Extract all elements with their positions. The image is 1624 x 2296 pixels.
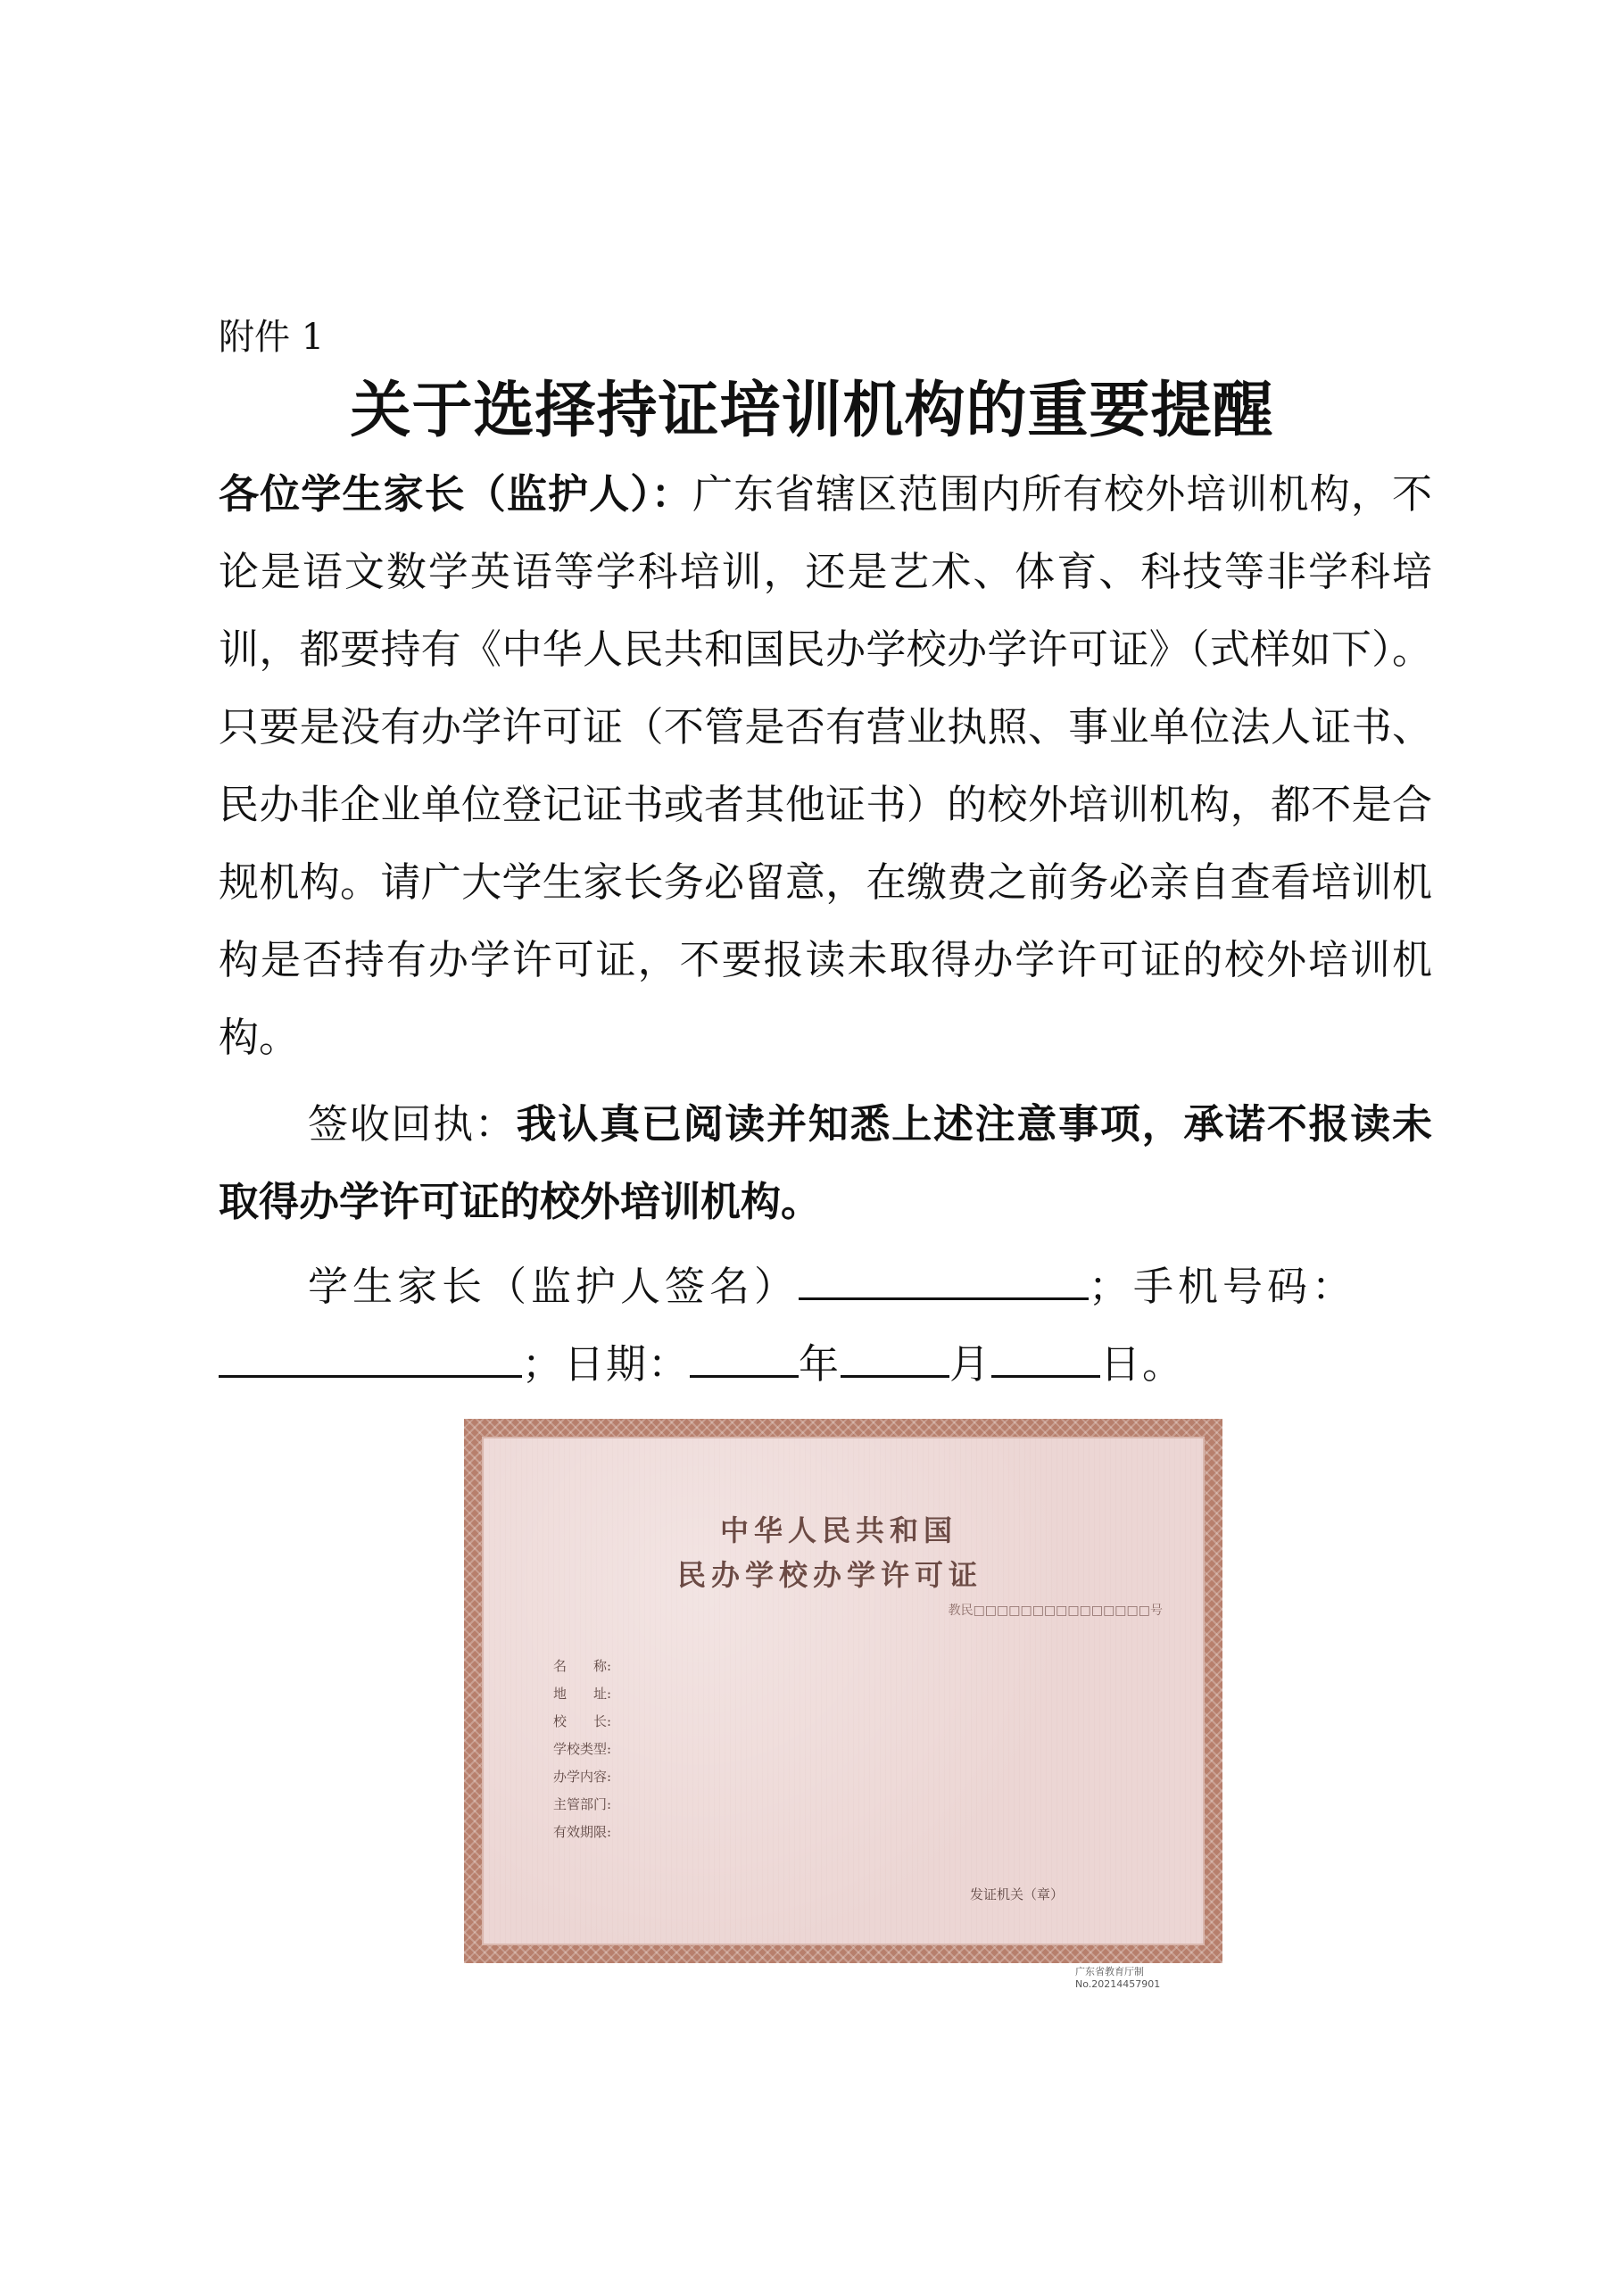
license-sample-inner — [482, 1437, 1205, 1945]
license-title-line1: 中华人民共和国 — [719, 1513, 957, 1547]
phone-label: ；手机号码： — [1089, 1263, 1357, 1310]
year-blank[interactable] — [690, 1339, 799, 1378]
license-field: 主管部门: — [553, 1796, 612, 1812]
day-blank[interactable] — [991, 1339, 1100, 1378]
receipt-label: 签收回执： — [308, 1100, 517, 1148]
signature-line — [219, 1247, 1432, 1325]
license-number: 教民□□□□□□□□□□□□□□□号 — [948, 1604, 1163, 1618]
license-field: 有效期限: — [553, 1824, 612, 1840]
phone-number-blank[interactable] — [219, 1339, 522, 1378]
receipt-text: 我认真已阅读并知悉上述注意事项，承诺不报读未取得办学许可证的校外培训机构。 — [219, 1100, 1432, 1225]
license-sample-image — [464, 1419, 1222, 1963]
body-text — [219, 455, 1432, 1403]
license-fields — [553, 1653, 611, 1846]
parent-signature-label: 学生家长（监护人签名） — [308, 1263, 800, 1310]
license-title-line2: 民办学校办学许可证 — [676, 1558, 982, 1592]
license-field: 地 址: — [553, 1686, 612, 1702]
license-maker-note — [1075, 1966, 1160, 1991]
month-blank[interactable] — [841, 1339, 949, 1378]
parent-signature-blank[interactable] — [799, 1262, 1089, 1300]
day-label: 日。 — [1100, 1340, 1185, 1388]
license-maker: 广东省教育厅制 — [1075, 1966, 1144, 1977]
license-field: 学校类型: — [553, 1741, 612, 1757]
date-line — [219, 1325, 1432, 1403]
notice-text: 广东省辖区范围内所有校外培训机构，不论是语文数学英语等学科培训，还是艺术、体育、科技等非学科培训，都要持有《中华人民共和国民办学校办学许可证》（式样如下）。只要是没有办学许可证（不管是否有营业执照、事业单位法人证书、民办非企业单位登记证书或者其他证书）的校外培训机构，都不是合规机构。请广大学生家长务必留意，在缴费之前务必亲自查看培训机构是否持有办学许可证，不要报读未取得办学许可证的校外培训机构。 — [219, 470, 1432, 1061]
date-label: ；日期： — [522, 1340, 691, 1388]
year-label: 年 — [799, 1340, 841, 1388]
license-field: 校 长: — [553, 1713, 612, 1729]
license-field: 名 称: — [553, 1658, 612, 1674]
month-label: 月 — [949, 1340, 992, 1388]
receipt-paragraph — [219, 1085, 1432, 1240]
notice-paragraph — [219, 455, 1432, 1076]
license-field: 办学内容: — [553, 1769, 612, 1785]
salutation: 各位学生家长（监护人）： — [219, 470, 692, 518]
document-title: 关于选择持证培训机构的重要提醒 — [350, 375, 1274, 446]
license-serial: No.20214457901 — [1075, 1978, 1161, 1990]
attachment-label: 附件 1 — [219, 317, 325, 358]
license-issuer: 发证机关（章） — [970, 1886, 1065, 1902]
